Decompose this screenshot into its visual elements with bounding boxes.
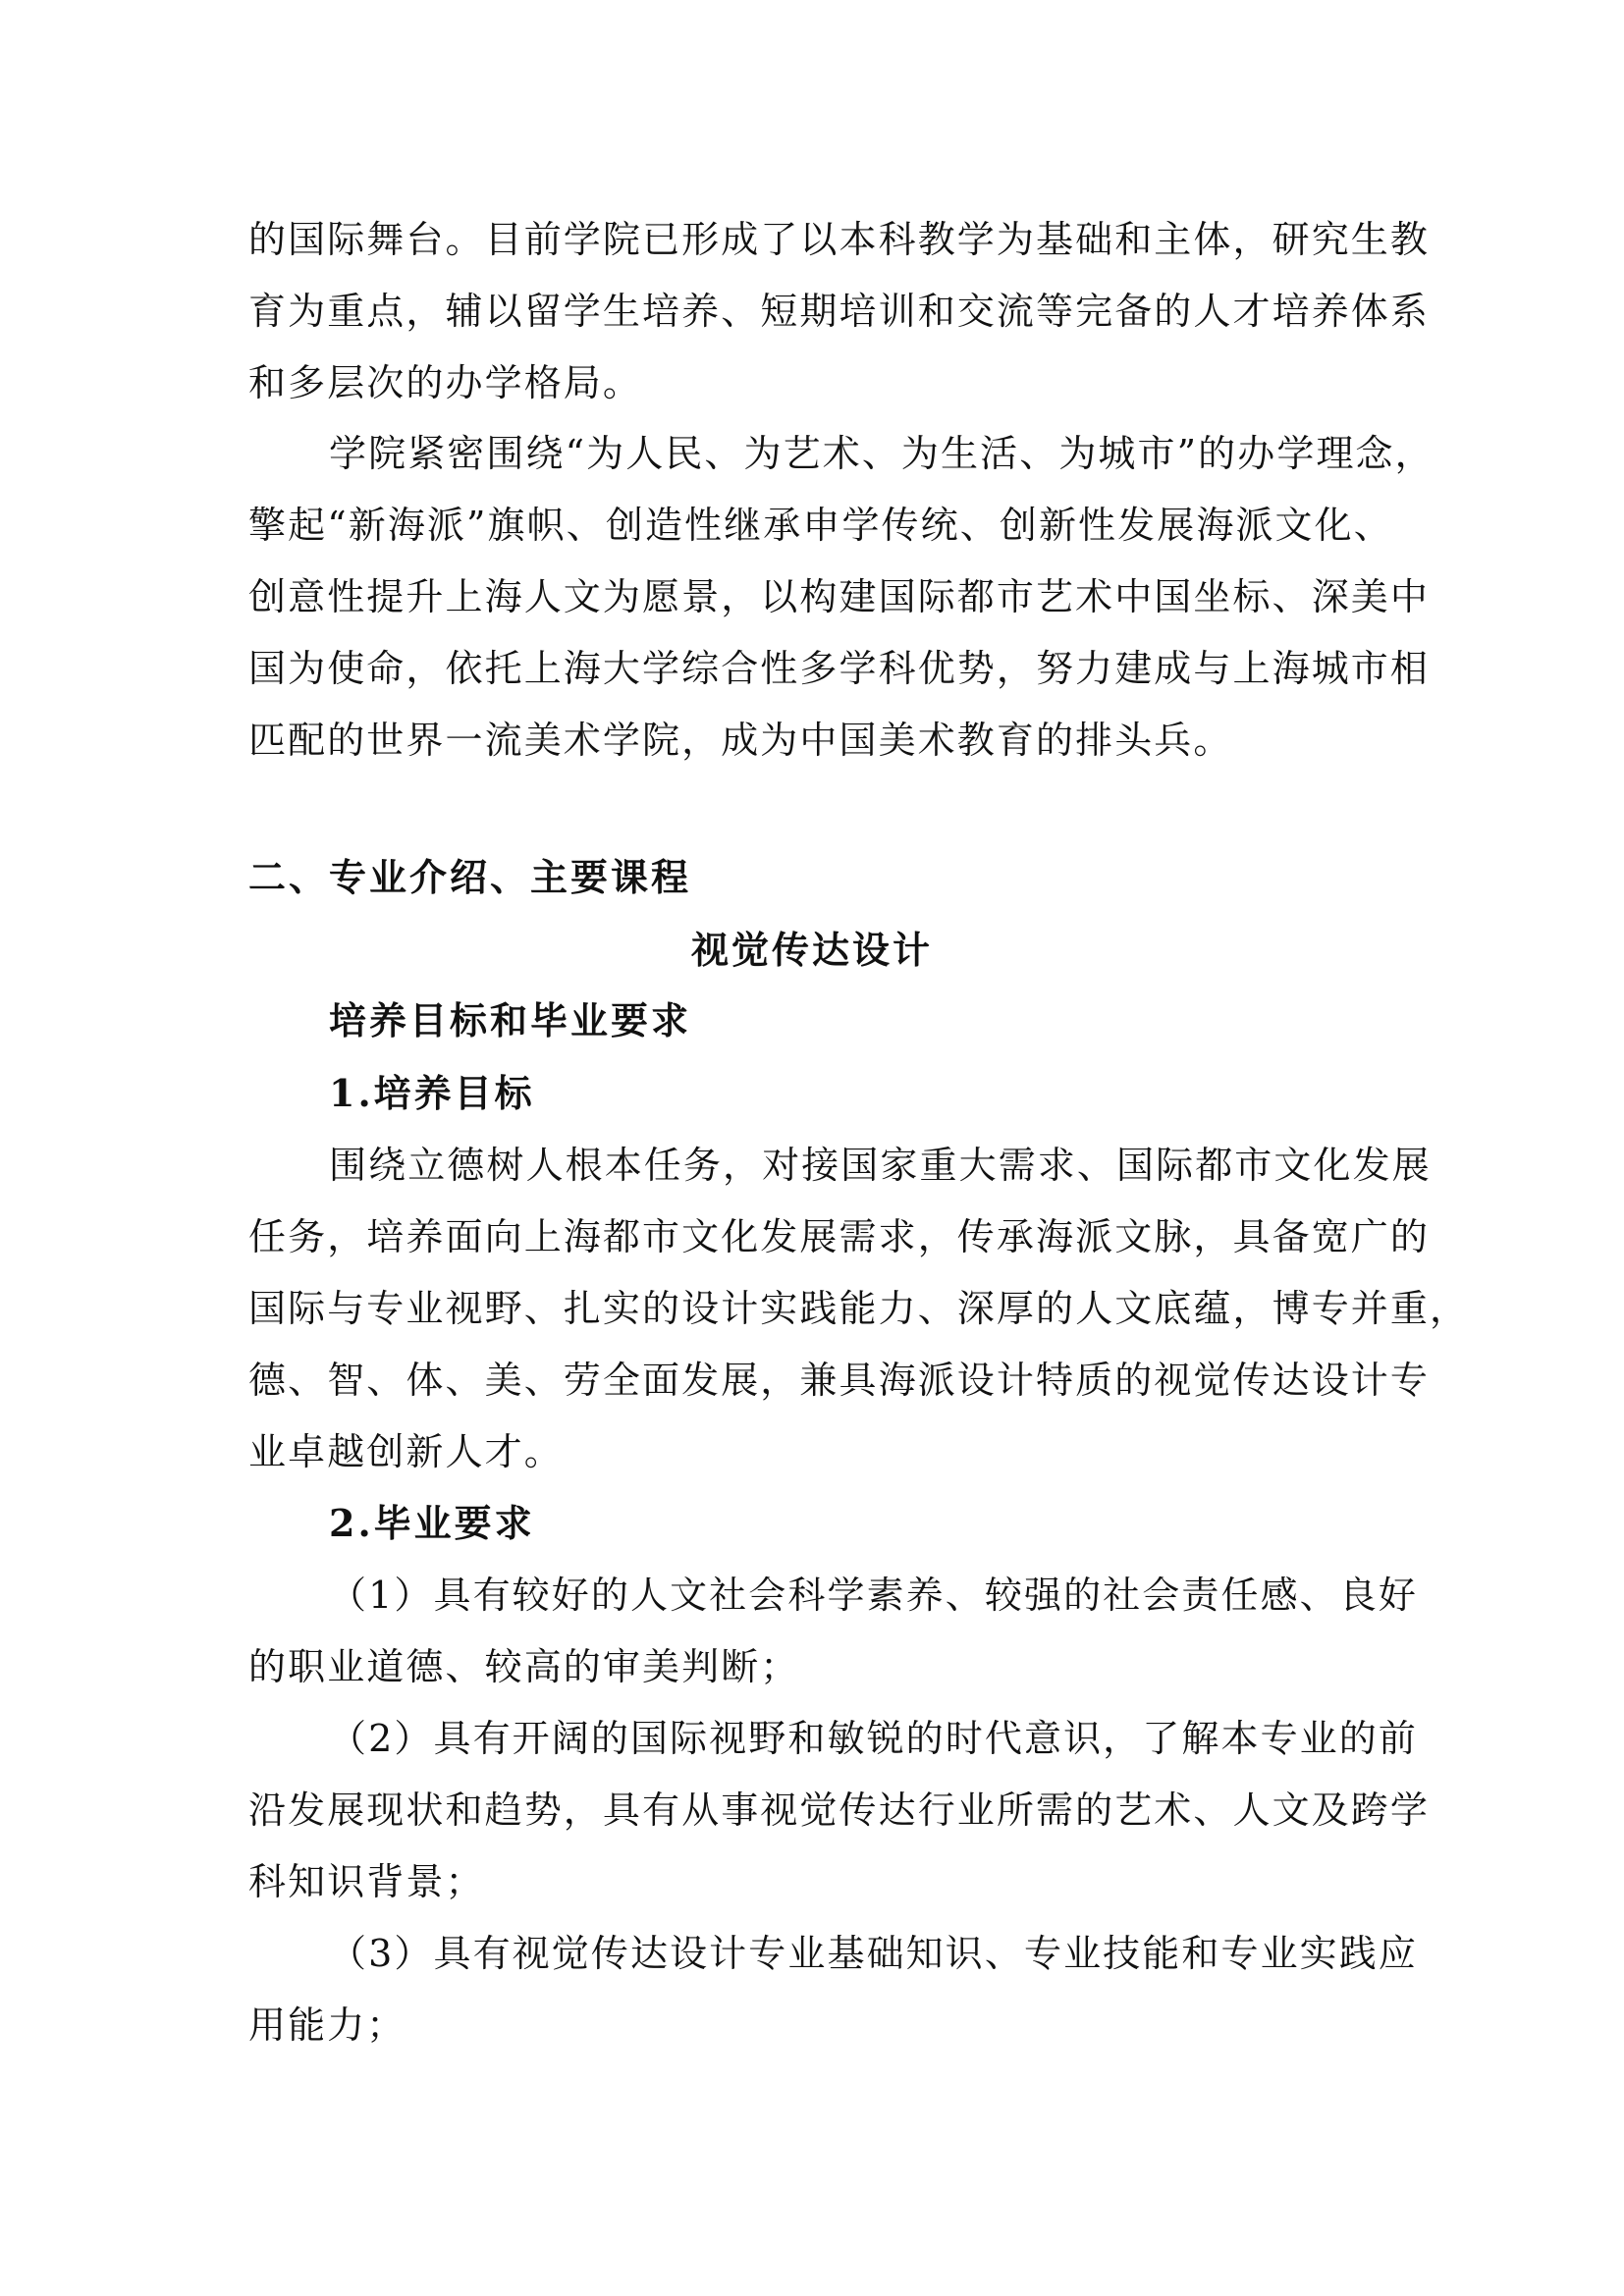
requirement-item-3-cont: 用能力； xyxy=(248,2003,406,2047)
goals-heading: 1.培养目标 xyxy=(329,1071,535,1115)
paragraph-line: 学院紧密围绕“为人民、为艺术、为生活、为城市”的办学理念， xyxy=(329,432,1435,475)
requirements-heading: 2.毕业要求 xyxy=(329,1501,535,1545)
paragraph-line: 创意性提升上海人文为愿景，以构建国际都市艺术中国坐标、深美中 xyxy=(248,575,1431,618)
paragraph-line: 匹配的世界一流美术学院，成为中国美术教育的排头兵。 xyxy=(248,719,1233,762)
paragraph-line: 国为使命，依托上海大学综合性多学科优势，努力建成与上海城市相 xyxy=(248,647,1431,690)
requirement-item-1: （1）具有较好的人文社会科学素养、较强的社会责任感、良好 xyxy=(329,1574,1418,1617)
section-heading: 二、专业介绍、主要课程 xyxy=(248,855,692,899)
requirement-item-2: （2）具有开阔的国际视野和敏锐的时代意识，了解本专业的前 xyxy=(329,1717,1418,1760)
paragraph-line: 的国际舞台。目前学院已形成了以本科教学为基础和主体，研究生教 xyxy=(248,218,1431,261)
paragraph-line: 围绕立德树人根本任务，对接国家重大需求、国际都市文化发展 xyxy=(329,1144,1432,1187)
paragraph-line: 任务，培养面向上海都市文化发展需求，传承海派文脉，具备宽广的 xyxy=(248,1215,1431,1258)
paragraph-line: 育为重点，辅以留学生培养、短期培训和交流等完备的人才培养体系 xyxy=(248,290,1431,333)
requirement-item-2-cont: 科知识背景； xyxy=(248,1860,485,1903)
requirement-item-1-cont: 的职业道德、较高的审美判断； xyxy=(248,1645,800,1688)
major-title: 视觉传达设计 xyxy=(690,928,933,972)
subheading: 培养目标和毕业要求 xyxy=(329,998,692,1042)
paragraph-line: 国际与专业视野、扎实的设计实践能力、深厚的人文底蕴，博专并重， xyxy=(248,1287,1470,1330)
paragraph-line: 德、智、体、美、劳全面发展，兼具海派设计特质的视觉传达设计专 xyxy=(248,1359,1431,1402)
paragraph-line: 和多层次的办学格局。 xyxy=(248,361,643,404)
paragraph-line: 业卓越创新人才。 xyxy=(248,1430,564,1473)
paragraph-line: 擎起“新海派”旗帜、创造性继承申学传统、创新性发展海派文化、 xyxy=(248,504,1393,547)
requirement-item-2-cont: 沿发展现状和趋势，具有从事视觉传达行业所需的艺术、人文及跨学 xyxy=(248,1789,1431,1832)
requirement-item-3: （3）具有视觉传达设计专业基础知识、专业技能和专业实践应 xyxy=(329,1932,1418,1975)
